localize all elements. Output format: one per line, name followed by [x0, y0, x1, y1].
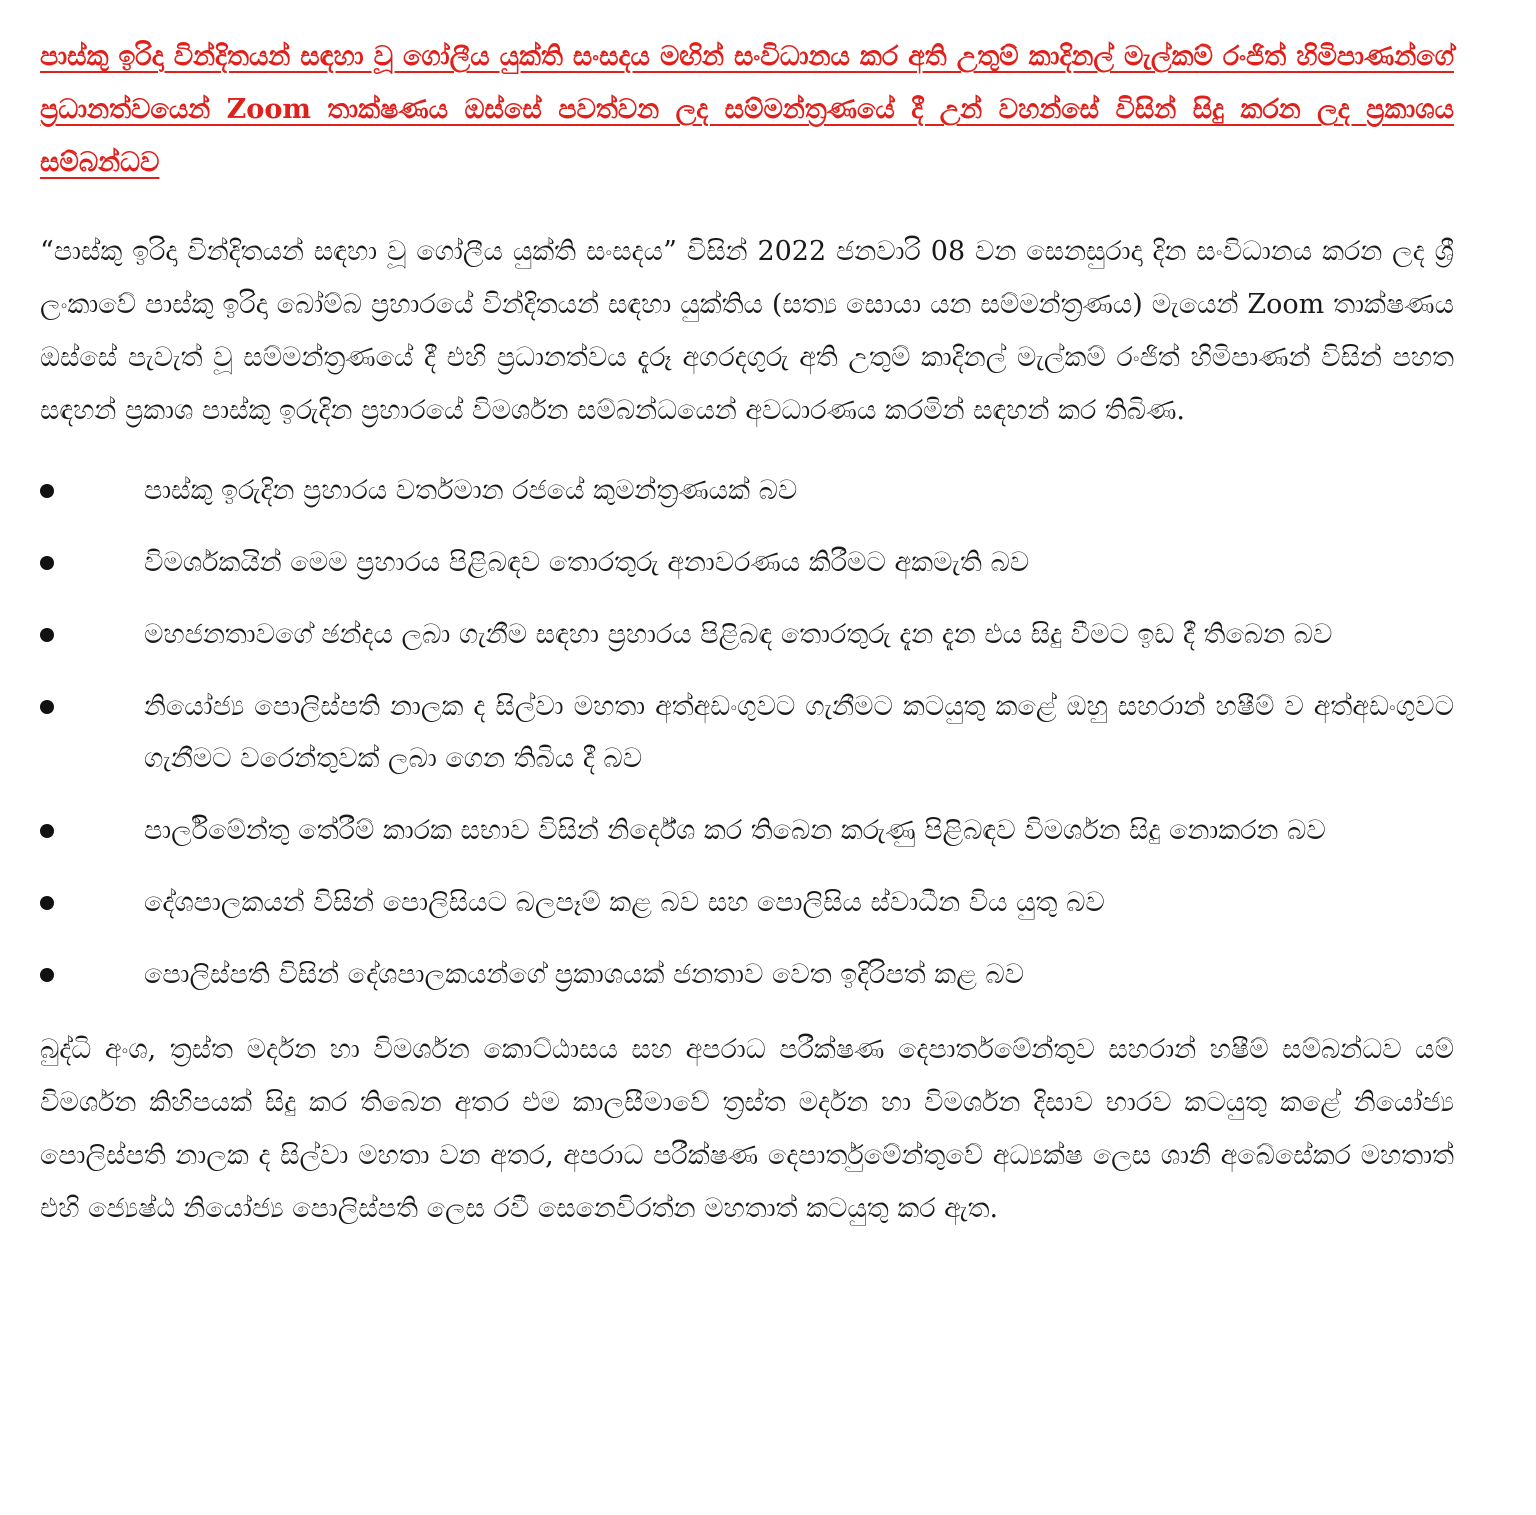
- list-item-text: පාර්ලිමේන්තු තේරීම් කාරක සභාව විසින් නිර්දේශ කර තිබෙන කරුණු පිළිබඳව විමර්ශන සිදු නොකරන බව: [144, 815, 1326, 846]
- document-title: පාස්කු ඉරිදා වින්දිතයන් සඳහා වූ ගෝලීය යුක්ති සංසදය මඟින් සංවිධානය කර අති උතුම් කාදිනල් මැල්කම් රංජිත් හිමිපාණන්ගේ ප්‍රධානත්වයෙන් Zoom තාක්ෂණය ඔස්සේ පවත්වන ලද සම්මන්ත්‍රණයේ දී උන් වහන්සේ විසින් සිදු කරන ලද ප්‍රකාශය සම්බන්ධව: [40, 41, 1454, 178]
- list-item: [40, 609, 1454, 661]
- bullet-icon: [40, 968, 54, 982]
- bullet-icon: [40, 896, 54, 910]
- list-item: [40, 681, 1454, 785]
- bullet-icon: [40, 700, 54, 714]
- bullet-icon: [40, 484, 54, 498]
- list-item: [40, 537, 1454, 589]
- list-item-text: නියෝජ්‍ය පොලිස්පති නාලක ද සිල්වා මහතා අත්අඩංගුවට ගැනීමට කටයුතු කළේ ඔහු සහරාන් හෂීම් ව අත්අඩංගුවට ගැනීමට වරෙන්තුවක් ලබා ගෙන තිබිය දී බව: [144, 691, 1454, 774]
- list-item: [40, 949, 1454, 1001]
- bullet-icon: [40, 628, 54, 642]
- list-item-text: මහජනතාවගේ ඡන්දය ලබා ගැනීම සඳහා ප්‍රහාරය පිළිබඳ තොරතුරු දැන දැන එය සිදු වීමට ඉඩ දී තිබෙන බව: [144, 619, 1333, 650]
- list-item: [40, 465, 1454, 517]
- intro-paragraph: “පාස්කු ඉරිදා වින්දිතයන් සඳහා වූ ගෝලීය යුක්ති සංසදය” විසින් 2022 ජනවාරි 08 වන සෙනසුරාදා දින සංවිධානය කරන ලද ශ්‍රී ලංකාවේ පාස්කු ඉරිදා බෝම්බ ප්‍රහාරයේ වින්දිතයන් සඳහා යුක්තිය (සත්‍ය සොයා යන සම්මන්ත්‍රණය) මැයෙන් Zoom තාක්ෂණය ඔස්සේ පැවැත් වූ සම්මන්ත්‍රණයේ දී එහි ප්‍රධානත්වය දැරූ අගරදගුරු අති උතුම් කාදිනල් මැල්කම් රංජිත් හිමිපාණන් විසින් පහත සඳහන් ප්‍රකාශ පාස්කු ඉරුදින ප්‍රහාරයේ විමර්ශන සම්බන්ධයෙන් අවධාරණය කරමින් සඳහන් කර තිබිණ.: [40, 236, 1454, 426]
- list-item-text: දේශපාලකයන් විසින් පොලිසියට බලපෑම් කළ බව සහ පොලිසිය ස්වාධීන විය යුතු බව: [144, 887, 1105, 918]
- list-item: [40, 805, 1454, 857]
- list-item-text: පාස්කු ඉරුදින ප්‍රහාරය වර්තමාන රජයේ කුමන්ත්‍රණයක් බව: [144, 475, 798, 506]
- list-item-text: විමර්ශකයින් මෙම ප්‍රහාරය පිළිබඳව තොරතුරු අනාවරණය කිරීමට අකමැති බව: [144, 547, 1030, 578]
- bullet-icon: [40, 556, 54, 570]
- document-page: [40, 30, 1454, 1235]
- statement-list: [40, 465, 1454, 1001]
- bullet-icon: [40, 824, 54, 838]
- list-item-text: පොලිස්පති විසින් දේශපාලකයන්ගේ ප්‍රකාශයක් ජනතාව වෙත ඉදිරිපත් කළ බව: [144, 959, 1025, 990]
- closing-paragraph: බුද්ධි අංශ, ත්‍රස්ත මර්දන හා විමර්ශන කොට්ඨාසය සහ අපරාධ පරීක්ෂණ දෙපාර්තමේන්තුව සහරාන් හෂීම් සම්බන්ධව යම් විමර්ශන කිහිපයක් සිදු කර තිබෙන අතර එම කාලසීමාවේ ත්‍රස්ත මර්දන හා විමර්ශන දිසාව භාරව කටයුතු කළේ නියෝජ්‍ය පොලිස්පති නාලක ද සිල්වා මහතා වන අතර, අපරාධ පරීක්ෂණ දෙපාර්තුමේන්තුවේ අධ්‍යක්ෂ ලෙස ශානි අබේසේකර මහතාත් එහි ජ්‍යෙෂ්ඨ නියෝජ්‍ය පොලිස්පති ලෙස රවී සෙනෙවිරත්න මහතාත් කටයුතු කර ඇත.: [40, 1034, 1454, 1224]
- list-item: [40, 877, 1454, 929]
